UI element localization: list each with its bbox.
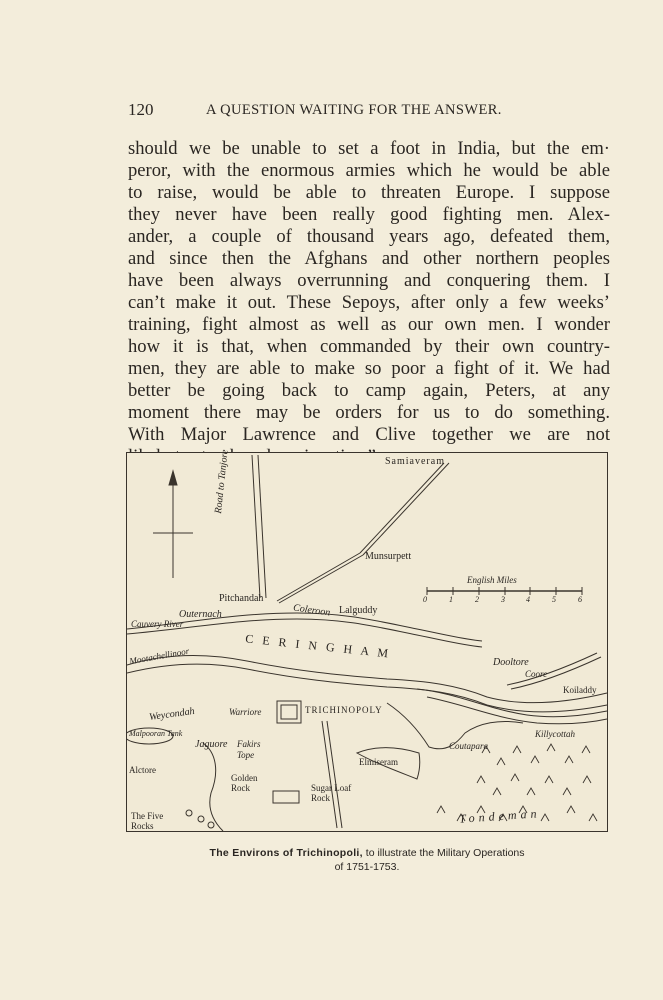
text-line: With Major Lawrence and Clive together we are not	[128, 424, 610, 445]
label-warriore: Warriore	[229, 707, 262, 717]
scale-tick-0: 0	[423, 595, 427, 604]
five-rocks-symbols	[186, 810, 214, 828]
text-line: training, fight almost as well as our own men. I wonder	[128, 314, 610, 335]
label-koiladdy: Koiladdy	[563, 685, 597, 695]
trichinopoly-map	[126, 449, 608, 832]
text-line: how it is that, when commanded by their own country-	[128, 336, 610, 357]
label-killycottah: Killycottah	[535, 729, 575, 739]
label-five-rocks: The Five Rocks	[131, 811, 164, 831]
page-number: 120	[128, 100, 154, 119]
scale-tick-4: 4	[526, 595, 530, 604]
text-line: and since then the Afghans and other northern peoples	[128, 248, 610, 269]
label-outernach: Outernach	[179, 609, 222, 620]
map-caption	[126, 846, 608, 874]
label-mootachellinoor: Mootachellinoor	[128, 645, 190, 667]
text-line: peror, with the enormous armies which he would be able	[128, 160, 610, 181]
label-munsurpett: Munsurpett	[365, 551, 412, 562]
label-pitchandah: Pitchandah	[219, 593, 264, 604]
label-coleroon: Coleroon	[292, 602, 332, 619]
label-elmiseram: Elmiseram	[359, 757, 398, 767]
scale-tick-5: 5	[552, 595, 556, 604]
scale-tick-6: 6	[578, 595, 582, 604]
boundary-line	[203, 743, 223, 831]
label-coore: Coore	[525, 669, 548, 679]
caption-title: The Environs of Trichinopoli,	[209, 847, 363, 859]
scale-tick-2: 2	[475, 595, 479, 604]
label-alctore: Alctore	[129, 765, 156, 775]
text-line: moment there may be orders for us to do something.	[128, 402, 610, 423]
label-lalguddy: Lalguddy	[339, 605, 378, 616]
label-jaguore: Jaguore	[195, 739, 228, 750]
label-sugar-loaf: Sugar Loaf Rock	[311, 783, 352, 803]
label-tondeman: Tondeman	[458, 806, 541, 826]
label-road-tanjore: Road to Tanjore	[213, 449, 231, 515]
caption-line-2: of 1751-1753.	[334, 861, 400, 873]
label-dooltore: Dooltore	[493, 657, 529, 668]
caption-line-1	[126, 846, 608, 860]
text-line: to raise, would be able to threaten Europe. I suppose	[128, 182, 610, 203]
road-samiaveram	[277, 463, 449, 603]
label-coutapara: Coutapara	[449, 741, 489, 751]
label-fakirs-tope: Fakirs Tope	[237, 739, 261, 760]
running-head: A QUESTION WAITING FOR THE ANSWER.	[206, 102, 502, 118]
text-line: ander, a couple of thousand years ago, defeated them,	[128, 226, 610, 247]
golden-rock-marker	[273, 791, 299, 803]
map-drawing	[127, 453, 609, 833]
scale-tick-3: 3	[501, 595, 505, 604]
label-english-miles: English Miles	[467, 575, 517, 585]
text-line: should we be unable to set a foot in India, but the em·	[128, 138, 610, 159]
label-golden-rock: Golden Rock	[231, 773, 258, 793]
scale-bar	[427, 587, 582, 595]
label-samiaveram: Samiaveram	[385, 456, 445, 467]
label-malpooran: Malpooran Tank	[129, 729, 183, 738]
label-trichinopoly: TRICHINOPOLY	[305, 705, 383, 715]
label-cauvery-river: Cauvery River	[131, 619, 184, 629]
north-arrow-icon	[153, 471, 193, 578]
body-paragraph	[128, 138, 610, 468]
trichinopoly-fort	[277, 701, 301, 723]
text-line: have been always overrunning and conquering them. I	[128, 270, 610, 291]
text-line: can’t make it out. These Sepoys, after only a few weeks’	[128, 292, 610, 313]
text-line: better be going back to camp again, Peters, at any	[128, 380, 610, 401]
caption-rest: to illustrate the Military Operations	[362, 847, 525, 859]
scale-tick-1: 1	[449, 595, 453, 604]
text-line: men, they are able to make so poor a fight of it. We had	[128, 358, 610, 379]
text-line: they never have been really good fighting men. Alex-	[128, 204, 610, 225]
road-to-tanjore	[252, 455, 266, 598]
page-header	[128, 100, 608, 124]
label-weycondah: Weycondah	[148, 705, 196, 724]
label-seringham: C E R I N G H A M	[244, 631, 392, 661]
